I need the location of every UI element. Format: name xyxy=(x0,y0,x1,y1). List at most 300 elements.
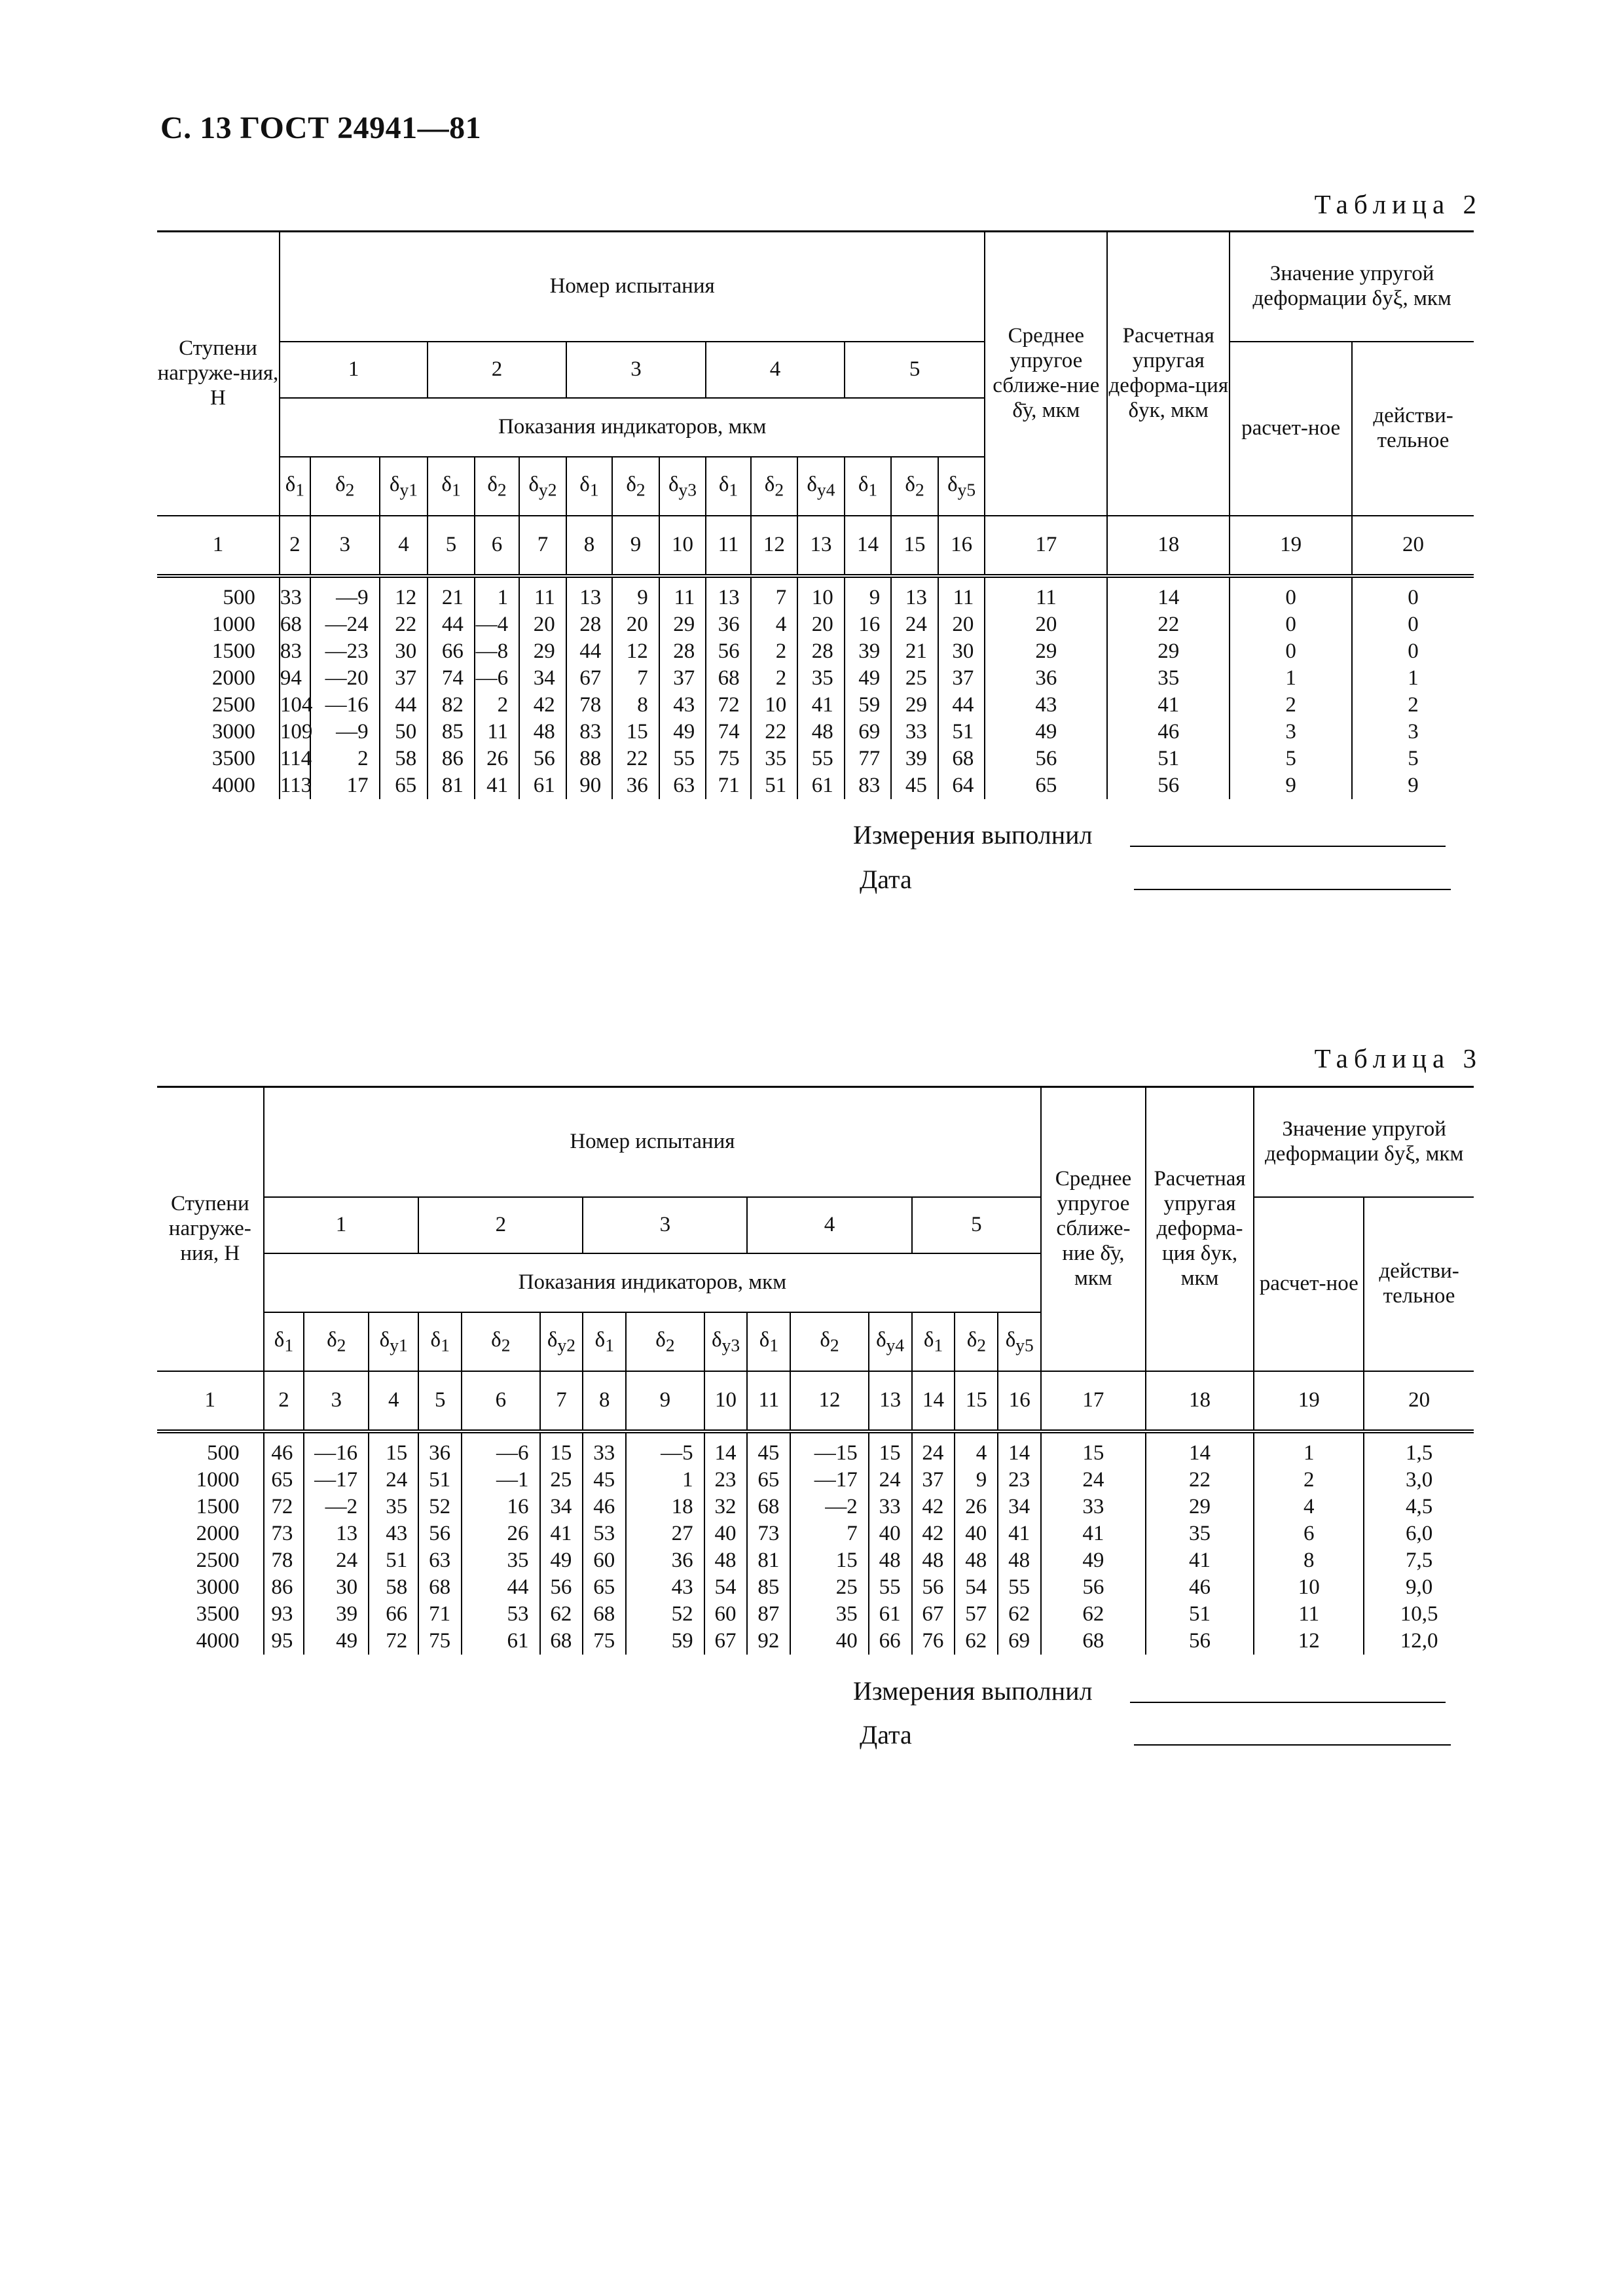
table-cell: 48 xyxy=(797,719,845,745)
table-cell: 11 xyxy=(1254,1601,1364,1628)
table-cell: 20 xyxy=(797,611,845,638)
table-cell: 83 xyxy=(845,772,892,799)
table-cell: 2 xyxy=(310,745,380,772)
indicator-symbol xyxy=(704,1312,748,1371)
table-cell: —8 xyxy=(475,638,519,665)
table-row xyxy=(157,1574,1474,1601)
header-stages: Ступени нагруже-ния, Н xyxy=(157,232,280,516)
table-cell: 12 xyxy=(380,576,428,611)
table-cell: 51 xyxy=(418,1467,462,1494)
table-cell: 10,5 xyxy=(1364,1601,1474,1628)
table-cell: 87 xyxy=(747,1601,790,1628)
table-cell: 11 xyxy=(659,576,706,611)
table-cell: 71 xyxy=(706,772,750,799)
column-index: 1 xyxy=(157,1371,264,1431)
load-stage-cell: 1000 xyxy=(157,1467,264,1494)
column-index: 7 xyxy=(540,1371,583,1431)
table-cell: 55 xyxy=(797,745,845,772)
table-cell: 56 xyxy=(1146,1628,1254,1655)
column-index: 3 xyxy=(304,1371,369,1431)
header-indicator-readings: Показания индикаторов, мкм xyxy=(280,398,985,457)
table-cell: 39 xyxy=(891,745,938,772)
table-cell: 66 xyxy=(428,638,475,665)
table-cell: 83 xyxy=(566,719,612,745)
header-stages: Ступени нагруже-ния, Н xyxy=(157,1087,264,1372)
table-cell: 7 xyxy=(612,665,659,692)
table-cell: 95 xyxy=(264,1628,304,1655)
table-cell: 0 xyxy=(1230,638,1352,665)
header-mean-approach: Среднее упругое сближе-ние δ̄у, мкм xyxy=(1041,1087,1146,1372)
table-cell: 69 xyxy=(998,1628,1041,1655)
table-row xyxy=(157,1628,1474,1655)
table-cell: 10 xyxy=(797,576,845,611)
header-test-4: 4 xyxy=(706,342,844,398)
indicator-symbol xyxy=(428,457,475,516)
table-cell: 28 xyxy=(659,638,706,665)
symbol-base: δ xyxy=(430,1327,441,1352)
table-cell: 58 xyxy=(369,1574,418,1601)
table-cell: 56 xyxy=(1107,772,1230,799)
table-cell: 2 xyxy=(1230,692,1352,719)
table-cell: 5 xyxy=(1230,745,1352,772)
table-cell: —15 xyxy=(790,1431,868,1467)
table-cell: 12 xyxy=(612,638,659,665)
column-index: 19 xyxy=(1254,1371,1364,1431)
table-cell: 75 xyxy=(418,1628,462,1655)
symbol-base: δ xyxy=(626,472,636,496)
symbol-base: δ xyxy=(718,472,729,496)
table-cell: 1 xyxy=(475,576,519,611)
table-cell: 9 xyxy=(845,576,892,611)
table-cell: 44 xyxy=(380,692,428,719)
table-cell: 56 xyxy=(418,1520,462,1547)
table-cell: 37 xyxy=(938,665,985,692)
table-cell: 52 xyxy=(626,1601,704,1628)
table-cell: 11 xyxy=(985,576,1107,611)
table-cell: 43 xyxy=(659,692,706,719)
table-cell: 49 xyxy=(1041,1547,1146,1574)
table-cell: 46 xyxy=(583,1494,626,1520)
symbol-base: δ xyxy=(858,472,869,496)
table-cell: 9 xyxy=(1352,772,1474,799)
table-cell: 0 xyxy=(1230,611,1352,638)
table-row xyxy=(157,1547,1474,1574)
table-cell: 81 xyxy=(747,1547,790,1574)
table-cell: 9 xyxy=(1230,772,1352,799)
column-index: 15 xyxy=(955,1371,998,1431)
table-cell: 42 xyxy=(519,692,566,719)
table-cell: 113 xyxy=(280,772,310,799)
symbol-subscript: у5 xyxy=(957,479,976,500)
table-cell: 8 xyxy=(1254,1547,1364,1574)
symbol-subscript: 2 xyxy=(915,479,924,500)
table-cell: 8 xyxy=(612,692,659,719)
symbol-subscript: 1 xyxy=(284,1335,294,1355)
table-cell: 18 xyxy=(626,1494,704,1520)
symbol-subscript: у1 xyxy=(399,479,418,500)
table-cell: 69 xyxy=(845,719,892,745)
table-cell: 30 xyxy=(380,638,428,665)
header-test-3: 3 xyxy=(583,1197,747,1253)
table-cell: 68 xyxy=(540,1628,583,1655)
table-cell: 45 xyxy=(747,1431,790,1467)
indicator-symbol xyxy=(845,457,892,516)
date-label: Дата xyxy=(860,1720,912,1749)
table-cell: 44 xyxy=(938,692,985,719)
table-cell: 51 xyxy=(938,719,985,745)
column-index: 16 xyxy=(998,1371,1041,1431)
table-cell: 9,0 xyxy=(1364,1574,1474,1601)
table-cell: 9 xyxy=(955,1467,998,1494)
header-row xyxy=(157,232,1474,342)
measured-by-signature-line xyxy=(1130,1702,1446,1703)
table-cell: 30 xyxy=(938,638,985,665)
table-cell: 16 xyxy=(462,1494,539,1520)
indicator-symbol xyxy=(706,457,750,516)
table-cell: 45 xyxy=(583,1467,626,1494)
column-index: 19 xyxy=(1230,516,1352,576)
page-header: С. 13 ГОСТ 24941—81 xyxy=(160,111,482,145)
table-cell: 66 xyxy=(369,1601,418,1628)
table-cell: 10 xyxy=(751,692,798,719)
symbol-base: δ xyxy=(274,1327,285,1352)
indicator-symbol xyxy=(519,457,566,516)
table-cell: 56 xyxy=(1041,1574,1146,1601)
table-cell: 64 xyxy=(938,772,985,799)
indicator-symbol xyxy=(797,457,845,516)
table-cell: 14 xyxy=(998,1431,1041,1467)
table-cell: 34 xyxy=(998,1494,1041,1520)
table-cell: 9 xyxy=(612,576,659,611)
table-cell: —20 xyxy=(310,665,380,692)
table-cell: 57 xyxy=(955,1601,998,1628)
table-3-caption: Таблица 3 xyxy=(1314,1043,1482,1073)
symbol-subscript: у4 xyxy=(816,479,835,500)
table-cell: 49 xyxy=(659,719,706,745)
table-cell: 26 xyxy=(955,1494,998,1520)
symbol-base: δ xyxy=(1005,1327,1016,1352)
table-cell: 77 xyxy=(845,745,892,772)
column-index-row xyxy=(157,516,1474,576)
symbol-base: δ xyxy=(379,1327,390,1352)
table-cell: 28 xyxy=(566,611,612,638)
table-cell: 10 xyxy=(1254,1574,1364,1601)
table-cell: 56 xyxy=(985,745,1107,772)
table-cell: 78 xyxy=(566,692,612,719)
table-cell: —6 xyxy=(475,665,519,692)
column-index: 13 xyxy=(869,1371,912,1431)
table-cell: 86 xyxy=(428,745,475,772)
symbol-subscript: 1 xyxy=(868,479,878,500)
table-cell: 15 xyxy=(369,1431,418,1467)
indicator-symbol xyxy=(369,1312,418,1371)
table-row xyxy=(157,745,1474,772)
symbol-base: δ xyxy=(594,1327,606,1352)
table-cell: 82 xyxy=(428,692,475,719)
table-cell: 27 xyxy=(626,1520,704,1547)
table-cell: 34 xyxy=(540,1494,583,1520)
table-cell: 51 xyxy=(751,772,798,799)
table-cell: —2 xyxy=(790,1494,868,1520)
table-cell: 51 xyxy=(369,1547,418,1574)
table-cell: 33 xyxy=(891,719,938,745)
table-cell: 60 xyxy=(704,1601,748,1628)
header-calc-deformation: Расчетная упругая деформа-ция δук, мкм xyxy=(1146,1087,1254,1372)
table-cell: 62 xyxy=(955,1628,998,1655)
table-cell: 43 xyxy=(985,692,1107,719)
table-cell: 20 xyxy=(612,611,659,638)
indicator-symbol xyxy=(955,1312,998,1371)
table-cell: 23 xyxy=(998,1467,1041,1494)
table-cell: 72 xyxy=(369,1628,418,1655)
table-cell: 52 xyxy=(418,1494,462,1520)
table-cell: 32 xyxy=(704,1494,748,1520)
table-cell: 22 xyxy=(1146,1467,1254,1494)
symbol-base: δ xyxy=(441,472,452,496)
table-cell: 29 xyxy=(519,638,566,665)
column-index: 5 xyxy=(418,1371,462,1431)
column-index: 14 xyxy=(912,1371,955,1431)
symbol-base: δ xyxy=(947,472,958,496)
header-test-1: 1 xyxy=(264,1197,419,1253)
header-row xyxy=(157,342,1474,398)
table-cell: 21 xyxy=(891,638,938,665)
indicator-symbol xyxy=(418,1312,462,1371)
table-cell: 4 xyxy=(751,611,798,638)
table-cell: 6,0 xyxy=(1364,1520,1474,1547)
table-cell: 41 xyxy=(1146,1547,1254,1574)
table-cell: —24 xyxy=(310,611,380,638)
load-stage-cell: 1000 xyxy=(157,611,280,638)
column-index: 13 xyxy=(797,516,845,576)
table-cell: 48 xyxy=(704,1547,748,1574)
table-cell: 62 xyxy=(1041,1601,1146,1628)
indicator-symbol xyxy=(869,1312,912,1371)
table-cell: —16 xyxy=(304,1431,369,1467)
table-cell: 40 xyxy=(955,1520,998,1547)
table-cell: 15 xyxy=(540,1431,583,1467)
symbol-subscript: 2 xyxy=(636,479,646,500)
table-cell: 7,5 xyxy=(1364,1547,1474,1574)
column-index: 2 xyxy=(280,516,310,576)
column-index: 11 xyxy=(747,1371,790,1431)
table-cell: 7 xyxy=(790,1520,868,1547)
symbol-base: δ xyxy=(668,472,679,496)
symbol-base: δ xyxy=(327,1327,337,1352)
column-index: 6 xyxy=(475,516,519,576)
indicator-symbol xyxy=(612,457,659,516)
symbol-subscript: у5 xyxy=(1015,1335,1034,1355)
symbol-base: δ xyxy=(807,472,817,496)
table-cell: 14 xyxy=(1146,1431,1254,1467)
column-index: 10 xyxy=(659,516,706,576)
indicator-symbol xyxy=(912,1312,955,1371)
table-cell: 20 xyxy=(938,611,985,638)
header-calc-deformation: Расчетная упругая деформа-ция δук, мкм xyxy=(1107,232,1230,516)
table-cell: 63 xyxy=(659,772,706,799)
table-cell: 41 xyxy=(797,692,845,719)
table-cell: 28 xyxy=(797,638,845,665)
table-cell: 68 xyxy=(583,1601,626,1628)
table-cell: 39 xyxy=(845,638,892,665)
column-index: 16 xyxy=(938,516,985,576)
table-cell: 60 xyxy=(583,1547,626,1574)
table-cell: 12 xyxy=(1254,1628,1364,1655)
table-cell: 72 xyxy=(264,1494,304,1520)
table-cell: 44 xyxy=(462,1574,539,1601)
header-calculated: расчет-ное xyxy=(1254,1197,1364,1371)
table-cell: 26 xyxy=(475,745,519,772)
table-cell: 14 xyxy=(704,1431,748,1467)
table-cell: 15 xyxy=(869,1431,912,1467)
table-cell: 33 xyxy=(869,1494,912,1520)
date-signature-line xyxy=(1134,1744,1451,1746)
load-stage-cell: 3500 xyxy=(157,745,280,772)
column-index: 11 xyxy=(706,516,750,576)
symbol-subscript: у2 xyxy=(538,479,557,500)
table-cell: 104 xyxy=(280,692,310,719)
table-row xyxy=(157,719,1474,745)
load-stage-cell: 2000 xyxy=(157,1520,264,1547)
indicator-symbol xyxy=(540,1312,583,1371)
symbol-base: δ xyxy=(389,472,400,496)
table-cell: 37 xyxy=(912,1467,955,1494)
column-index: 20 xyxy=(1364,1371,1474,1431)
table-cell: 62 xyxy=(998,1601,1041,1628)
indicator-symbol xyxy=(583,1312,626,1371)
table-cell: 59 xyxy=(845,692,892,719)
table-cell: 22 xyxy=(612,745,659,772)
table-cell: 56 xyxy=(519,745,566,772)
table-cell: 16 xyxy=(845,611,892,638)
table-cell: 44 xyxy=(566,638,612,665)
table-cell: —6 xyxy=(462,1431,539,1467)
table-cell: 48 xyxy=(998,1547,1041,1574)
table-cell: 33 xyxy=(280,576,310,611)
header-actual: действи-тельное xyxy=(1364,1197,1474,1371)
table-cell: 37 xyxy=(659,665,706,692)
header-row xyxy=(157,1197,1474,1253)
table-cell: 29 xyxy=(891,692,938,719)
table-cell: 13 xyxy=(891,576,938,611)
table-cell: 4,5 xyxy=(1364,1494,1474,1520)
header-row xyxy=(157,1087,1474,1198)
table-cell: 12,0 xyxy=(1364,1628,1474,1655)
symbol-base: δ xyxy=(905,472,915,496)
indicator-symbol xyxy=(790,1312,868,1371)
table-cell: 1 xyxy=(1254,1431,1364,1467)
table-cell: 24 xyxy=(1041,1467,1146,1494)
table-cell: 54 xyxy=(704,1574,748,1601)
table-cell: 4 xyxy=(1254,1494,1364,1520)
table-cell: 13 xyxy=(304,1520,369,1547)
table-cell: 65 xyxy=(985,772,1107,799)
measured-by-label: Измерения выполнил xyxy=(853,1676,1093,1706)
table-cell: 92 xyxy=(747,1628,790,1655)
table-cell: 41 xyxy=(475,772,519,799)
header-test-5: 5 xyxy=(912,1197,1042,1253)
table-cell: 35 xyxy=(797,665,845,692)
indicator-symbol xyxy=(280,457,310,516)
table-cell: 71 xyxy=(418,1601,462,1628)
table-cell: 11 xyxy=(475,719,519,745)
symbol-subscript: 1 xyxy=(441,1335,450,1355)
table-cell: 34 xyxy=(519,665,566,692)
table-cell: 35 xyxy=(462,1547,539,1574)
table-cell: 65 xyxy=(583,1574,626,1601)
table-cell: 2 xyxy=(475,692,519,719)
table-cell: 55 xyxy=(998,1574,1041,1601)
table-cell: 90 xyxy=(566,772,612,799)
table-cell: 68 xyxy=(1041,1628,1146,1655)
table-cell: —2 xyxy=(304,1494,369,1520)
column-index: 17 xyxy=(985,516,1107,576)
symbol-base: δ xyxy=(655,1327,666,1352)
table-cell: 85 xyxy=(428,719,475,745)
symbol-base: δ xyxy=(923,1327,934,1352)
table-cell: 67 xyxy=(704,1628,748,1655)
table-cell: 65 xyxy=(747,1467,790,1494)
symbol-base: δ xyxy=(579,472,590,496)
table-cell: 5 xyxy=(1352,745,1474,772)
symbol-subscript: 1 xyxy=(605,1335,614,1355)
symbol-subscript: 2 xyxy=(497,479,507,500)
table-cell: 72 xyxy=(706,692,750,719)
table-cell: 35 xyxy=(1146,1520,1254,1547)
table-cell: —1 xyxy=(462,1467,539,1494)
table-cell: 73 xyxy=(747,1520,790,1547)
header-mean-approach: Среднее упругое сближе-ние δ̄у, мкм xyxy=(985,232,1107,516)
indicator-symbol xyxy=(751,457,798,516)
header-actual: действи-тельное xyxy=(1352,342,1474,516)
measured-by-signature-line xyxy=(1130,846,1446,847)
table-cell: 59 xyxy=(626,1628,704,1655)
column-index: 20 xyxy=(1352,516,1474,576)
table-cell: 68 xyxy=(280,611,310,638)
table-cell: 2 xyxy=(751,665,798,692)
table-cell: 39 xyxy=(304,1601,369,1628)
symbol-base: δ xyxy=(712,1327,722,1352)
column-index: 8 xyxy=(583,1371,626,1431)
table-cell: 43 xyxy=(369,1520,418,1547)
table-cell: 26 xyxy=(462,1520,539,1547)
table-row xyxy=(157,1601,1474,1628)
table-cell: 58 xyxy=(380,745,428,772)
table-cell: 25 xyxy=(540,1467,583,1494)
symbol-subscript: 2 xyxy=(345,479,355,500)
symbol-subscript: у3 xyxy=(721,1335,740,1355)
column-index: 14 xyxy=(845,516,892,576)
table-cell: 41 xyxy=(1107,692,1230,719)
table-cell: 55 xyxy=(869,1574,912,1601)
load-stage-cell: 1500 xyxy=(157,1494,264,1520)
header-test-1: 1 xyxy=(280,342,428,398)
indicator-symbol xyxy=(264,1312,304,1371)
table-cell: 1 xyxy=(626,1467,704,1494)
load-stage-cell: 4000 xyxy=(157,772,280,799)
table-cell: 109 xyxy=(280,719,310,745)
indicator-symbol xyxy=(938,457,985,516)
table-row xyxy=(157,576,1474,611)
table-cell: 78 xyxy=(264,1547,304,1574)
symbol-subscript: 2 xyxy=(665,1335,675,1355)
table-cell: 36 xyxy=(626,1547,704,1574)
symbol-base: δ xyxy=(491,1327,501,1352)
load-stage-cell: 500 xyxy=(157,1431,264,1467)
table-cell: 35 xyxy=(790,1601,868,1628)
table-cell: 36 xyxy=(985,665,1107,692)
load-stage-cell: 1500 xyxy=(157,638,280,665)
